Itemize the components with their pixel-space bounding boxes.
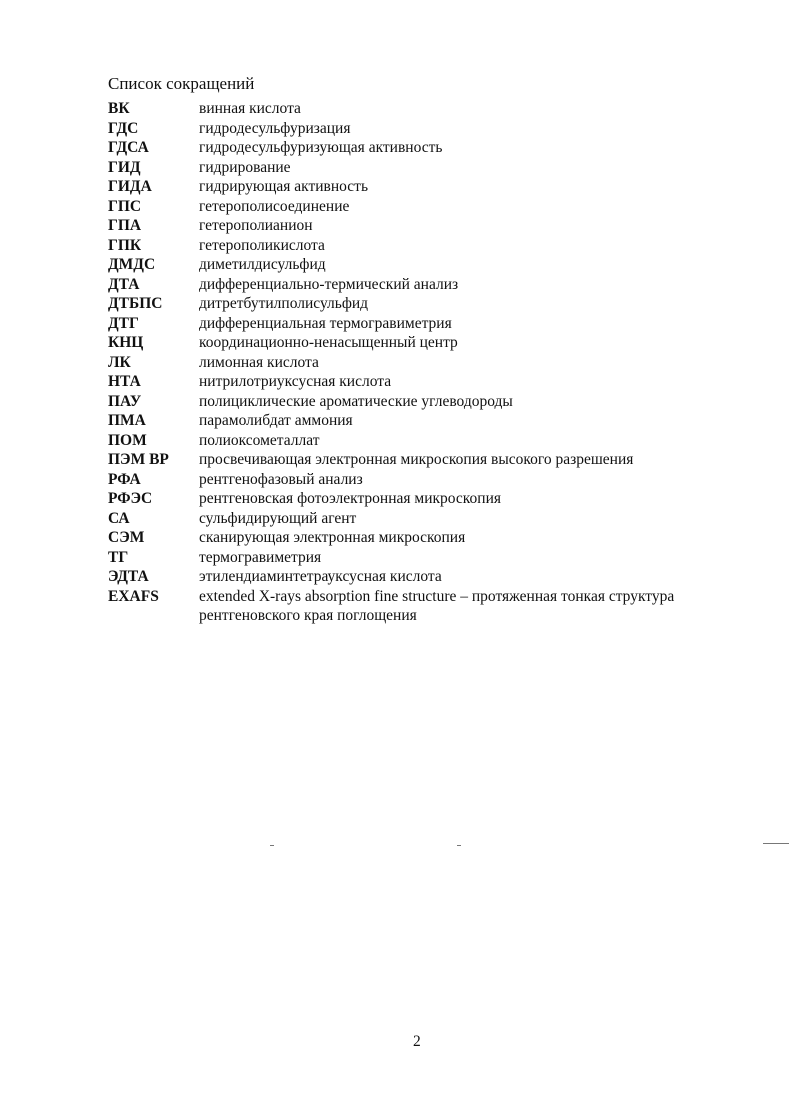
abbreviation-definition: гидрирование <box>199 158 291 176</box>
abbreviation-row <box>108 372 748 392</box>
abbreviation-definition: гетерополисоединение <box>199 197 350 215</box>
abbreviation-term: НТА <box>108 373 141 390</box>
abbreviation-definition: дифференциально-термический анализ <box>199 275 459 293</box>
abbreviation-term: РФА <box>108 470 141 488</box>
abbreviation-definition: дифференциальная термогравиметрия <box>199 314 452 332</box>
abbreviation-term: ТГ <box>108 548 129 566</box>
abbreviation-row <box>108 255 748 275</box>
abbreviation-definition: рентгенофазовый анализ <box>199 470 363 488</box>
abbreviation-row <box>108 431 748 451</box>
abbreviation-term: ГИДА <box>108 178 152 195</box>
abbreviation-row <box>108 275 748 295</box>
abbreviation-definition: нитрилотриуксусная кислота <box>199 373 392 390</box>
abbreviation-term: ПЭМ ВР <box>108 451 169 468</box>
abbreviation-row <box>108 567 748 587</box>
abbreviation-row <box>108 509 748 529</box>
abbreviation-term: ГДС <box>108 119 139 137</box>
abbreviation-term: ЛК <box>108 353 131 371</box>
abbreviation-term: КНЦ <box>108 334 144 351</box>
abbreviation-definition: этилендиаминтетрауксусная кислота <box>199 568 442 585</box>
abbreviation-definition: полициклические ароматические углеводороды <box>199 392 513 410</box>
abbreviation-definition: extended X-rays absorption fine structure – протяженная тонкая структура рентгеновского края поглощения <box>199 587 675 624</box>
scan-mark <box>763 843 789 844</box>
abbreviation-row <box>108 353 748 373</box>
abbreviation-row <box>108 236 748 256</box>
abbreviation-definition: рентгеновская фотоэлектронная микроскопия <box>199 490 502 507</box>
abbreviation-row <box>108 470 748 490</box>
abbreviation-definition: винная кислота <box>199 100 301 117</box>
abbreviation-row <box>108 392 748 412</box>
abbreviation-term: РФЭС <box>108 490 153 507</box>
abbreviation-row <box>108 587 748 626</box>
abbreviation-definition: координационно-ненасыщенный центр <box>199 334 458 351</box>
abbreviation-term: ВК <box>108 100 130 117</box>
abbreviation-row <box>108 450 748 470</box>
abbreviation-term: EXAFS <box>108 587 159 605</box>
abbreviation-row <box>108 158 748 178</box>
abbreviation-term: ГПК <box>108 236 142 254</box>
scan-artifacts <box>0 845 798 851</box>
abbreviation-row <box>108 216 748 236</box>
abbreviation-definition: гидрирующая активность <box>199 178 369 195</box>
abbreviation-definition: диметилдисульфид <box>199 256 326 273</box>
abbreviation-term: ПМА <box>108 412 146 429</box>
abbreviation-term: ДТБПС <box>108 295 163 312</box>
abbreviation-row <box>108 294 748 314</box>
abbreviation-term: ДТА <box>108 275 140 293</box>
abbreviation-row <box>108 99 748 119</box>
abbreviation-row <box>108 314 748 334</box>
abbreviation-definition: парамолибдат аммония <box>199 412 353 429</box>
abbreviation-row <box>108 333 748 353</box>
abbreviation-term: СЭМ <box>108 529 145 546</box>
abbreviation-definition: гетерополикислота <box>199 236 325 254</box>
abbreviation-term: ГПС <box>108 197 142 215</box>
abbreviation-definition: полиоксометаллат <box>199 431 320 449</box>
abbreviation-definition: сульфидирующий агент <box>199 509 357 527</box>
abbreviation-term: ДМДС <box>108 256 156 273</box>
scan-mark <box>457 845 461 846</box>
abbreviation-definition: просвечивающая электронная микроскопия высокого разрешения <box>199 451 634 468</box>
abbreviation-list <box>108 99 748 626</box>
abbreviation-term: ГИД <box>108 158 141 176</box>
abbreviation-term: ПОМ <box>108 431 147 449</box>
abbreviation-definition: гидродесульфуризация <box>199 119 351 137</box>
abbreviation-definition: дитретбутилполисульфид <box>199 295 369 312</box>
abbreviation-definition: гидродесульфуризующая активность <box>199 139 443 156</box>
abbreviation-definition: термогравиметрия <box>199 548 322 566</box>
abbreviation-term: ГДСА <box>108 139 149 156</box>
scan-mark <box>270 845 274 846</box>
abbreviation-definition: гетерополианион <box>199 217 313 234</box>
abbreviation-term: ПАУ <box>108 392 142 410</box>
abbreviation-definition: лимонная кислота <box>199 353 319 371</box>
abbreviation-row <box>108 177 748 197</box>
page-title: Список сокращений <box>108 74 255 93</box>
abbreviation-row <box>108 528 748 548</box>
abbreviation-term: ЭДТА <box>108 568 149 585</box>
abbreviation-term: ГПА <box>108 217 142 234</box>
abbreviation-row <box>108 138 748 158</box>
abbreviation-definition: сканирующая электронная микроскопия <box>199 529 466 546</box>
abbreviation-row <box>108 197 748 217</box>
abbreviation-row <box>108 411 748 431</box>
page-number: 2 <box>413 1033 421 1050</box>
abbreviation-row <box>108 548 748 568</box>
abbreviation-term: СА <box>108 509 130 527</box>
abbreviation-term: ДТГ <box>108 314 139 332</box>
abbreviation-row <box>108 119 748 139</box>
abbreviation-row <box>108 489 748 509</box>
